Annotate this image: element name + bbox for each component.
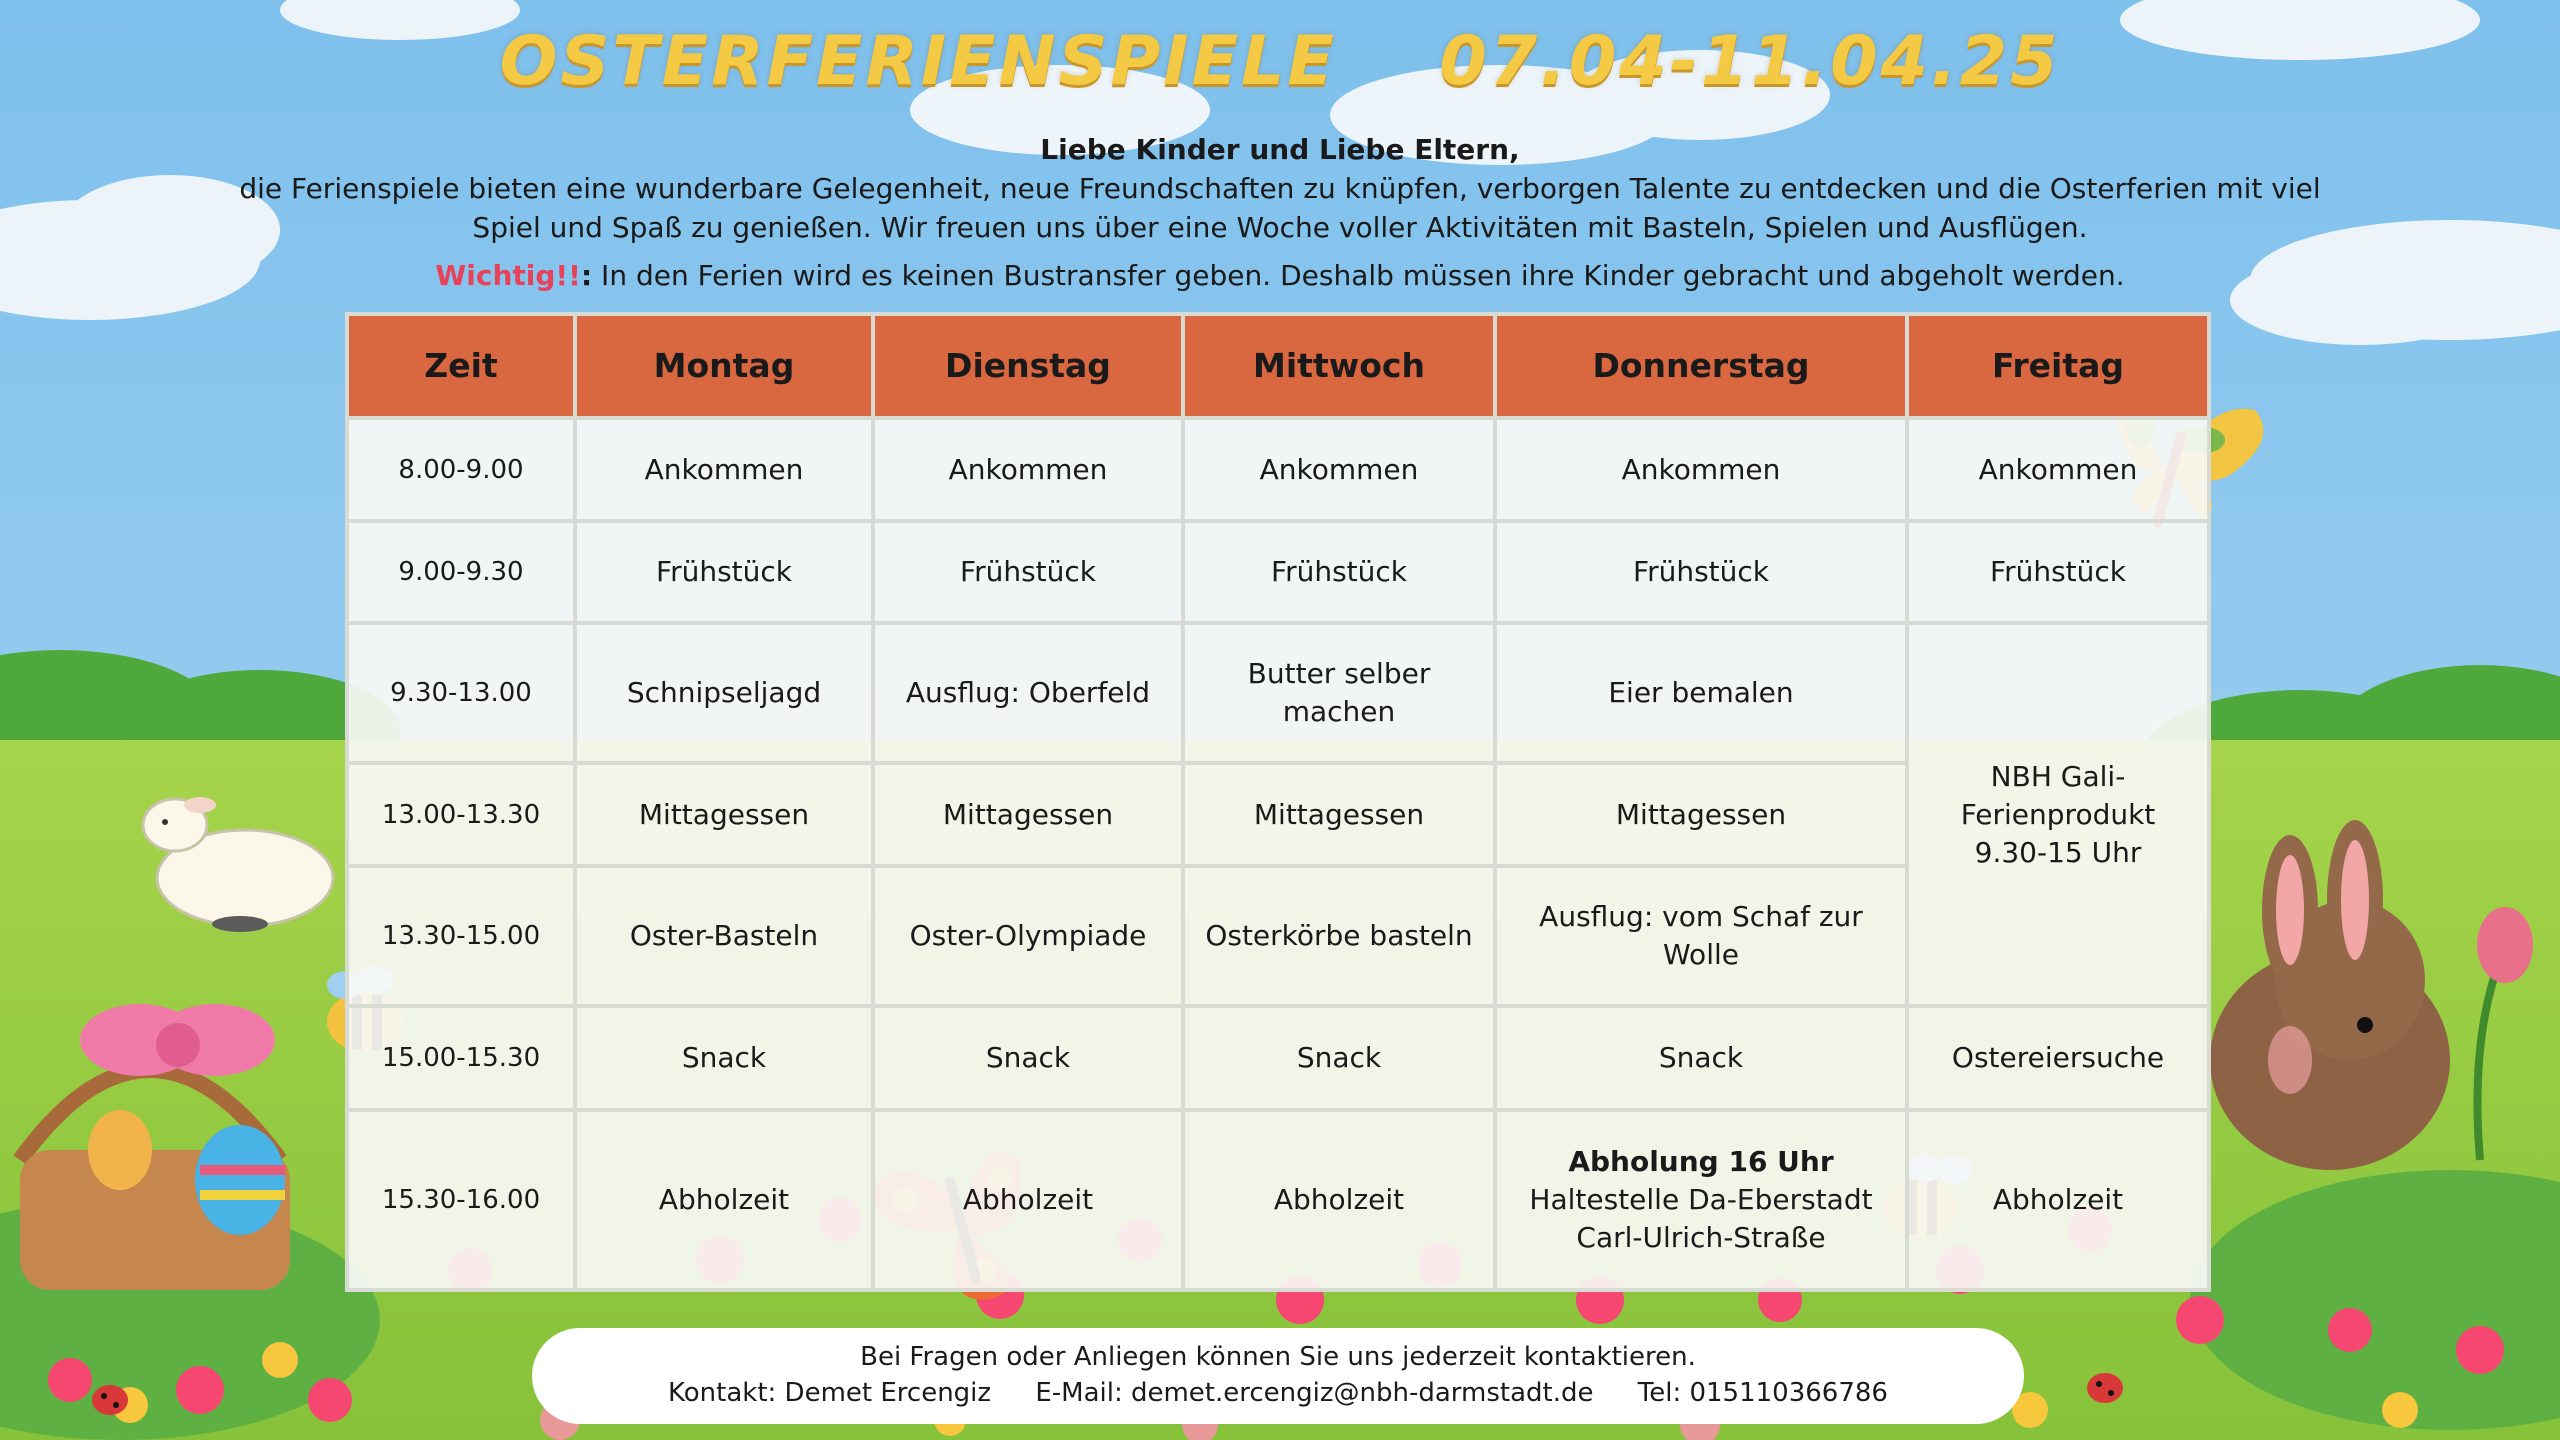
header-montag: Montag: [575, 314, 873, 418]
tuesday-cell: Mittagessen: [873, 763, 1183, 866]
wednesday-cell: Abholzeit: [1183, 1110, 1495, 1290]
table-row: [347, 623, 2209, 763]
monday-cell: Frühstück: [575, 521, 873, 623]
thursday-cell: Ankommen: [1495, 418, 1907, 521]
thursday-pickup-cell: [1495, 1110, 1907, 1290]
notice-colon: :: [580, 259, 593, 292]
friday-merged-cell: [1907, 623, 2209, 1006]
contact-footer: [532, 1328, 2024, 1424]
header-dienstag: Dienstag: [873, 314, 1183, 418]
table-row: [347, 1006, 2209, 1110]
time-cell: 8.00-9.00: [347, 418, 575, 521]
time-cell: 13.30-15.00: [347, 866, 575, 1006]
monday-cell: Mittagessen: [575, 763, 873, 866]
header-mittwoch: Mittwoch: [1183, 314, 1495, 418]
tuesday-cell: Oster-Olympiade: [873, 866, 1183, 1006]
time-cell: 15.30-16.00: [347, 1110, 575, 1290]
time-cell: 13.00-13.30: [347, 763, 575, 866]
thursday-cell: Eier bemalen: [1495, 623, 1907, 763]
thursday-cell: Mittagessen: [1495, 763, 1907, 866]
friday-cell: Frühstück: [1907, 521, 2209, 623]
tuesday-cell: Frühstück: [873, 521, 1183, 623]
monday-cell: Schnipseljagd: [575, 623, 873, 763]
wednesday-cell: Mittagessen: [1183, 763, 1495, 866]
notice-text: In den Ferien wird es keinen Bustransfer geben. Deshalb müssen ihre Kinder gebracht und abgeholt werden.: [592, 259, 2125, 292]
tuesday-cell: Abholzeit: [873, 1110, 1183, 1290]
title-dates: 07.04-11.04.25: [1439, 22, 2061, 101]
friday-cell: Abholzeit: [1907, 1110, 2209, 1290]
weekly-schedule-table: [345, 312, 2211, 1292]
friday-merged-line-2: Ferienprodukt: [1960, 797, 2156, 831]
greeting: Liebe Kinder und Liebe Eltern,: [1040, 133, 1520, 166]
friday-merged-line-1: NBH Gali-: [1990, 759, 2126, 793]
thursday-cell: Snack: [1495, 1006, 1907, 1110]
table-row: [347, 1110, 2209, 1290]
friday-merged-line-3: 9.30-15 Uhr: [1974, 835, 2142, 869]
title-event-name: OSTERFERIENSPIELE: [499, 22, 1337, 101]
ladybug-left: [92, 1385, 128, 1415]
contact-person: Kontakt: Demet Ercengiz: [668, 1378, 992, 1408]
monday-cell: Ankommen: [575, 418, 873, 521]
tuesday-cell: Snack: [873, 1006, 1183, 1110]
footer-question-line: Bei Fragen oder Anliegen können Sie uns jederzeit kontaktieren.: [860, 1342, 1696, 1372]
thursday-cell: Ausflug: vom Schaf zur Wolle: [1495, 866, 1907, 1006]
header-freitag: Freitag: [1907, 314, 2209, 418]
wednesday-cell: Ankommen: [1183, 418, 1495, 521]
header-donnerstag: Donnerstag: [1495, 314, 1907, 418]
footer-contact-line: [532, 1375, 2024, 1411]
wednesday-cell: Snack: [1183, 1006, 1495, 1110]
table-row: [347, 521, 2209, 623]
ladybug-right: [2087, 1373, 2123, 1403]
monday-cell: Oster-Basteln: [575, 866, 873, 1006]
friday-cell: Ankommen: [1907, 418, 2209, 521]
page-title: [0, 22, 2560, 101]
important-notice: [200, 256, 2360, 295]
time-cell: 9.00-9.30: [347, 521, 575, 623]
wednesday-cell: Frühstück: [1183, 521, 1495, 623]
wednesday-cell: Butter selber machen: [1183, 623, 1495, 763]
notice-label: Wichtig!!: [435, 259, 581, 292]
contact-email: E-Mail: demet.ercengiz@nbh-darmstadt.de: [1035, 1378, 1594, 1408]
tuesday-cell: Ausflug: Oberfeld: [873, 623, 1183, 763]
intro-line-2: Spiel und Spaß zu genießen. Wir freuen uns über eine Woche voller Aktivitäten mit Basteln, Spielen und Ausflügen.: [472, 211, 2088, 244]
intro-paragraph: [200, 169, 2360, 247]
table-header-row: [347, 314, 2209, 418]
pickup-street: Carl-Ulrich-Straße: [1576, 1221, 1826, 1254]
friday-cell: Ostereiersuche: [1907, 1006, 2209, 1110]
intro-line-1: die Ferienspiele bieten eine wunderbare Gelegenheit, neue Freundschaften zu knüpfen, verborgen Talente zu entdecken und die Osterferien mit viel: [239, 172, 2321, 205]
pickup-stop: Haltestelle Da-Eberstadt: [1529, 1183, 1873, 1216]
monday-cell: Abholzeit: [575, 1110, 873, 1290]
thursday-cell: Frühstück: [1495, 521, 1907, 623]
time-cell: 15.00-15.30: [347, 1006, 575, 1110]
contact-phone: Tel: 015110366786: [1637, 1378, 1888, 1408]
time-cell: 9.30-13.00: [347, 623, 575, 763]
header-zeit: Zeit: [347, 314, 575, 418]
table-row: [347, 418, 2209, 521]
monday-cell: Snack: [575, 1006, 873, 1110]
tuesday-cell: Ankommen: [873, 418, 1183, 521]
pickup-time: Abholung 16 Uhr: [1568, 1145, 1834, 1178]
wednesday-cell: Osterkörbe basteln: [1183, 866, 1495, 1006]
